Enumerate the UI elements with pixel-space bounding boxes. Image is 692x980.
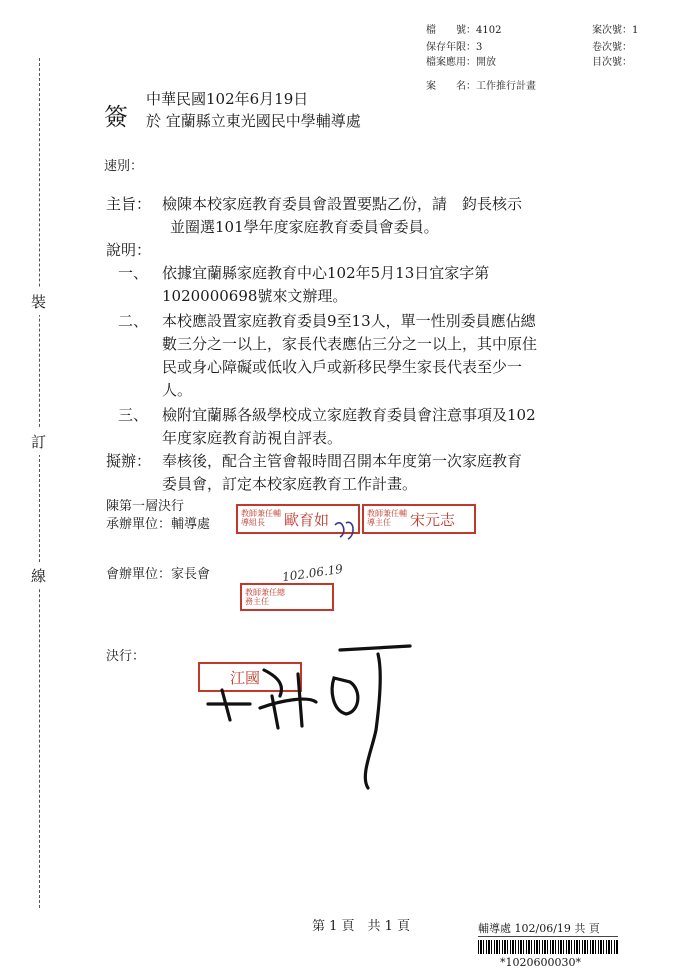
item-1-num: 一、 [118,264,149,282]
usage [426,56,496,70]
stamp-4-name: 江國 [230,669,261,687]
office-date-stamp: 輔導處 102/06/19 共 頁 [478,922,600,935]
office-name: 宜蘭縣立東光國民中學輔導處 [165,112,361,130]
retention [426,41,482,55]
explain-label: 說明： [106,241,152,259]
speed-label: 速別： [104,159,144,174]
subject-line-2: 並圈選101學年度家庭教育委員會委員。 [170,218,439,236]
item-3-num: 三、 [118,406,149,424]
case-seq-value: 1 [632,25,639,36]
item-1-line-2: 1020000698號來文辦理。 [162,287,348,305]
at-label: 於 [146,112,162,130]
stamp-3-title: 教師兼任總務主任 [245,588,285,606]
binding-line [39,58,40,908]
item-2-line-4: 人。 [162,381,193,399]
stamp-1-name: 歐育如 [284,511,330,529]
archive-no-value: 4102 [476,25,502,36]
item-2-line-2: 數三分之一以上，家長代表應佔三分之一以上，其中原住 [162,335,538,353]
document-date: 中華民國102年6月19日 [146,90,309,108]
volume-label: 卷次號： [592,42,632,53]
catalog-label: 目次號： [592,57,632,68]
binding-char-xian: 線 [31,562,46,589]
proposal-line-1: 奉核後，配合主管會報時間召開本年度第一次家庭教育 [162,452,523,470]
co-unit-value: 家長會 [171,567,211,582]
item-2-num: 二、 [118,312,149,330]
case-name-value: 工作推行計畫 [476,81,536,92]
subject-label: 主旨： [106,195,152,213]
stamp-general-affairs [240,583,334,611]
usage-value: 開放 [476,57,496,68]
retention-label: 保存年限： [426,42,476,53]
case-seq-label: 案次號： [592,25,632,36]
handwritten-initial [330,515,360,545]
volume [592,41,632,55]
stamp-guidance-director [362,504,476,534]
decide-label: 決行： [106,649,146,664]
sign-char: 簽 [104,103,128,131]
item-2-line-3: 民或身心障礙或低收入戶或新移民學生家長代表至少一 [162,358,523,376]
co-unit-label: 會辦單位： [106,567,172,582]
header-at [146,110,361,132]
stamp-2-title: 教師兼任輔導主任 [367,509,407,527]
barcode-text: *1020600030* [500,956,581,969]
stamp-2-name: 宋元志 [410,511,456,529]
item-3-line-1: 檢附宜蘭縣各級學校成立家庭教育委員會注意事項及102 [162,406,536,424]
signature [200,630,440,800]
proposal-label: 擬辦： [106,452,152,470]
host-unit-label: 承辦單位： [106,517,172,532]
catalog [592,56,632,70]
footer-rule [478,936,618,937]
stamp-1-title: 教師兼任輔導組長 [241,509,281,527]
host-unit [106,516,210,534]
retention-value: 3 [476,42,483,53]
level-note: 陳第一層決行 [106,499,185,514]
archive-no-label: 檔 號： [426,25,476,36]
binding-char-ding: 訂 [31,428,46,455]
host-unit-value: 輔導處 [171,517,211,532]
barcode [478,940,618,954]
handwritten-date: 102.06.19 [281,561,344,585]
binding-char-zhuang: 裝 [31,288,46,315]
usage-label: 檔案應用： [426,57,476,68]
item-2-line-1: 本校應設置家庭教育委員9至13人，單一性別委員應佔總 [162,312,536,330]
case-name [426,80,536,94]
item-3-line-2: 年度家庭教育訪視自評表。 [162,429,343,447]
proposal-line-2: 委員會，訂定本校家庭教育工作計畫。 [162,475,418,493]
page-number: 第 1 頁 共 1 頁 [312,919,411,934]
case-seq [592,24,638,38]
case-name-label: 案 名： [426,81,476,92]
subject-line-1: 檢陳本校家庭教育委員會設置要點乙份，請 鈞長核示 [162,195,523,213]
co-unit [106,566,210,584]
archive-no [426,24,501,38]
item-1-line-1: 依據宜蘭縣家庭教育中心102年5月13日宜家字第 [162,264,490,282]
